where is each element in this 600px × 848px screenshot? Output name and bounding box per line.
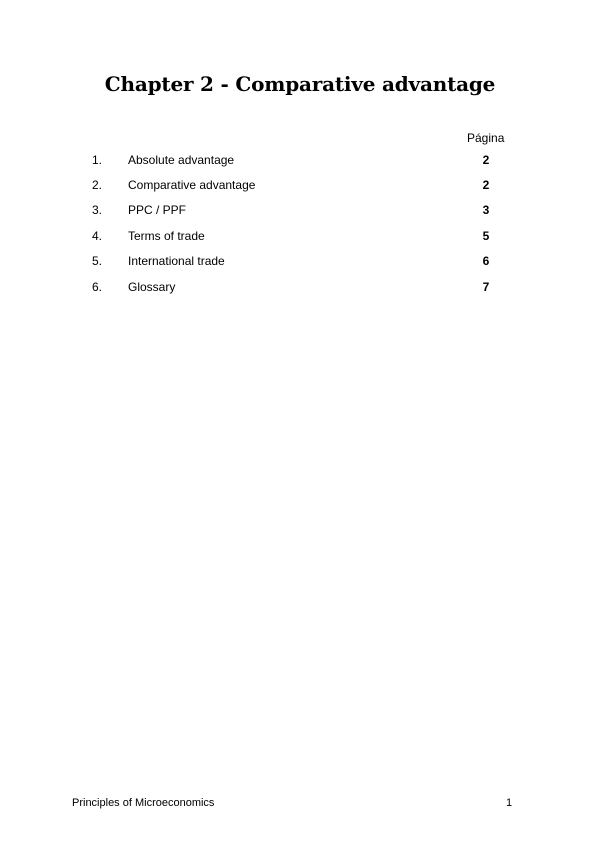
footer-book-title: Principles of Microeconomics (72, 797, 215, 809)
toc-entry-terms-of-trade (0, 229, 600, 247)
toc-entry-label: Comparative advantage (128, 178, 256, 192)
toc-entry-glossary (0, 280, 600, 298)
toc-entry-number: 1. (92, 153, 103, 167)
footer-page-number: 1 (506, 797, 513, 809)
toc-entry-label: Terms of trade (128, 229, 205, 243)
toc-entry-label: International trade (128, 254, 225, 268)
toc-entry-page: 2 (482, 153, 490, 167)
toc-entry-comparative-advantage (0, 178, 600, 196)
toc-entry-ppc-ppf (0, 203, 600, 221)
toc-entry-page: 6 (482, 254, 490, 268)
chapter-title: Chapter 2 - Comparative advantage (104, 72, 496, 96)
page-column-header: Página (467, 131, 505, 145)
toc-entry-number: 4. (92, 229, 103, 243)
toc-entry-page: 7 (482, 280, 490, 294)
toc-entry-number: 5. (92, 254, 103, 268)
toc-entry-page: 2 (482, 178, 490, 192)
toc-entry-label: PPC / PPF (128, 203, 187, 217)
toc-entry-international-trade (0, 254, 600, 272)
toc-entry-number: 2. (92, 178, 103, 192)
toc-entry-number: 6. (92, 280, 103, 294)
toc-entry-absolute-advantage (0, 153, 600, 171)
toc-entry-label: Glossary (128, 280, 176, 294)
toc-entry-page: 3 (482, 203, 490, 217)
toc-entry-label: Absolute advantage (128, 153, 235, 167)
toc-entry-number: 3. (92, 203, 103, 217)
toc-entry-page: 5 (482, 229, 490, 243)
